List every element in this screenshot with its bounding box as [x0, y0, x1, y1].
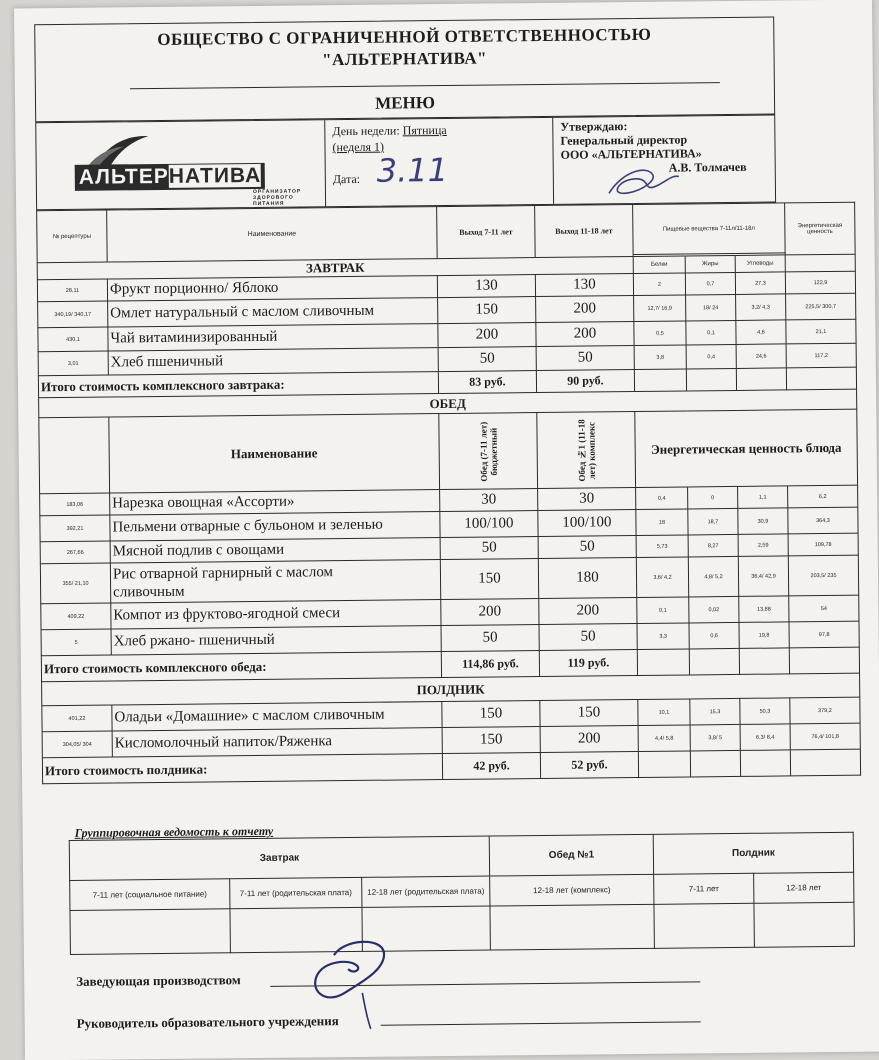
output-7-11-header: Выход 7-11 лет: [437, 206, 536, 259]
lunch-name-header: Наименование: [109, 414, 440, 493]
org-header: [34, 17, 775, 123]
breakfast-total-11-18: 90 руб.: [536, 370, 634, 393]
lunch-total-7-11: 114,86 руб.: [441, 651, 539, 678]
lunch-header-row: [39, 409, 858, 494]
director-label: Руководитель образовательного учреждения: [76, 1013, 339, 1031]
approval-block: Утверждаю: Генеральный директор ООО «АЛЬТЕРНАТИВА» А.В. Толмачев: [560, 119, 747, 175]
table-row: 392,21 Пельмени отварные с бульоном и зеленью 100/100 100/100 18 18,7 30,9 364,3: [40, 507, 858, 542]
table-row: 28,11 Фрукт порционно/ Яблоко 130 130 2 0,7 27,3 122,9: [37, 271, 855, 302]
breakfast-total-label: Итого стоимость комплексного завтрака:: [38, 372, 438, 398]
logo-sub-2: ЗДОРОВОГО: [252, 194, 294, 201]
summary-col-snack-7-11: 7-11 лет: [654, 873, 754, 904]
carb-header: Углеводы: [735, 255, 785, 273]
company-logo: [74, 132, 315, 207]
director-signature-line: [381, 1021, 701, 1025]
day-of-week: День недели: Пятница: [332, 122, 447, 139]
breakfast-header-row: [37, 202, 855, 261]
lunch-budget-header: Обед (7-11 лет) бюджетный: [477, 421, 499, 482]
head-of-production-label: Заведующая производством: [76, 972, 241, 989]
table-row: 5 Хлеб ржано- пшеничный 50 50 3,3 0,6 19,8 97,8: [41, 621, 859, 656]
logo-sub-1: ОРГАНИЗАТОР: [252, 188, 302, 196]
director-signature-stroke-icon: [354, 991, 384, 1031]
lunch-total-label: Итого стоимость комплексного обеда:: [41, 652, 441, 682]
snack-total-label: Итого стоимость полдника:: [42, 754, 442, 784]
table-row: 340,19/ 340,17 Омлет натуральный с маслом сливочным 150 200 12,7/ 16,9 18/ 24 3,2/ 4,3 225,5/ 300,7: [38, 293, 856, 328]
summary-col-12-18-parent: 12-18 лет (родительская плата): [362, 876, 490, 907]
energy-header: Энергетическая ценность: [785, 202, 856, 255]
breakfast-title: ЗАВТРАК: [37, 257, 633, 280]
summary-breakfast-header: Завтрак: [69, 836, 489, 880]
menu-title: МЕНЮ: [375, 93, 436, 113]
summary-col-7-11-social: 7-11 лет (социальное питание): [70, 879, 230, 911]
org-name: ОБЩЕСТВО С ОГРАНИЧЕННОЙ ОТВЕТСТВЕННОСТЬЮ: [157, 24, 652, 49]
fat-header: Жиры: [685, 255, 735, 273]
menu-table: [36, 202, 861, 785]
table-row: 183,06 Нарезка овощная «Ассорти» 30 30 0,4 0 1,1 6,2: [40, 485, 858, 516]
divider: [130, 82, 720, 89]
summary-col-snack-12-18: 12-18 лет: [754, 872, 854, 903]
logo-text-2: НАТИВА: [168, 163, 262, 188]
table-row: 355/ 21,10 Рис отварной гарнирный с маслом сливочным 150 180 3,6/ 4,2 4,8/ 5,2 36,4/ 42,9 203,5/ 235: [40, 555, 858, 604]
info-header: [35, 115, 776, 211]
summary-col-7-11-parent: 7-11 лет (родительская плата): [230, 877, 362, 908]
snack-total-7-11: 42 руб.: [442, 753, 540, 780]
lunch-complex-header: Обед №1 (11-18 лет) комплекс: [575, 418, 597, 482]
nutrients-header: Пищевые вещества 7-11л/11-18л: [633, 203, 786, 255]
lunch-energy-header: Энергетическая ценность блюда: [635, 409, 858, 487]
menu-document: [14, 0, 879, 1060]
summary-title: Группировочная ведомость к отчету: [74, 823, 274, 840]
snack-title: ПОЛДНИК: [42, 673, 860, 706]
table-row: 3,01 Хлеб пшеничный 50 50 3,8 0,4 24,6 117,2: [38, 343, 856, 376]
table-row: 430,1 Чай витаминизированный 200 200 0,5 0,1 4,6 21,1: [38, 319, 856, 352]
summary-table: [69, 832, 855, 955]
week-number: (неделя 1): [332, 139, 385, 155]
logo-sub-3: ПИТАНИЯ: [253, 200, 285, 207]
output-11-18-header: Выход 11-18 лет: [535, 205, 634, 258]
recipe-column-header: № рецептуры: [37, 210, 108, 263]
protein-header: Белки: [633, 256, 685, 274]
table-row: 409,22 Компот из фруктово-ягодной смеси 200 200 0,1 0,02 13,88 54: [41, 595, 859, 630]
table-row: 267,66 Мясной подлив с овощами 50 50 5,73 8,27 2,59 109,78: [40, 533, 858, 564]
summary-empty-row: [70, 902, 854, 954]
name-column-header: Наименование: [107, 207, 438, 262]
day-value: Пятница: [402, 122, 447, 138]
table-row: 401,22 Оладьи «Домашние» с маслом сливочным 150 150 10,1 15,3 50,3 379,2: [42, 697, 860, 732]
lunch-total-11-18: 119 руб.: [539, 650, 637, 677]
date-label: Дата:: [332, 171, 361, 187]
table-row: 304,05/ 304 Кисломолочный напиток/Ряженка 150 200 4,4/ 5,8 3,8/ 5 6,3/ 8,4 76,4/ 101,8: [42, 723, 860, 758]
breakfast-total-7-11: 83 руб.: [438, 371, 536, 394]
summary-snack-header: Полдник: [653, 832, 853, 874]
org-brand: "АЛЬТЕРНАТИВА": [321, 48, 488, 70]
summary-col-12-18-complex: 12-18 лет (комплекс): [490, 874, 654, 906]
snack-total-11-18: 52 руб.: [540, 751, 638, 778]
lunch-title: ОБЕД: [39, 389, 857, 418]
summary-lunch-header: Обед №1: [489, 834, 653, 876]
handwritten-date: 3.11: [376, 150, 449, 190]
logo-text-1: АЛЬТЕР: [78, 164, 169, 189]
director-signature-icon: [603, 162, 683, 203]
